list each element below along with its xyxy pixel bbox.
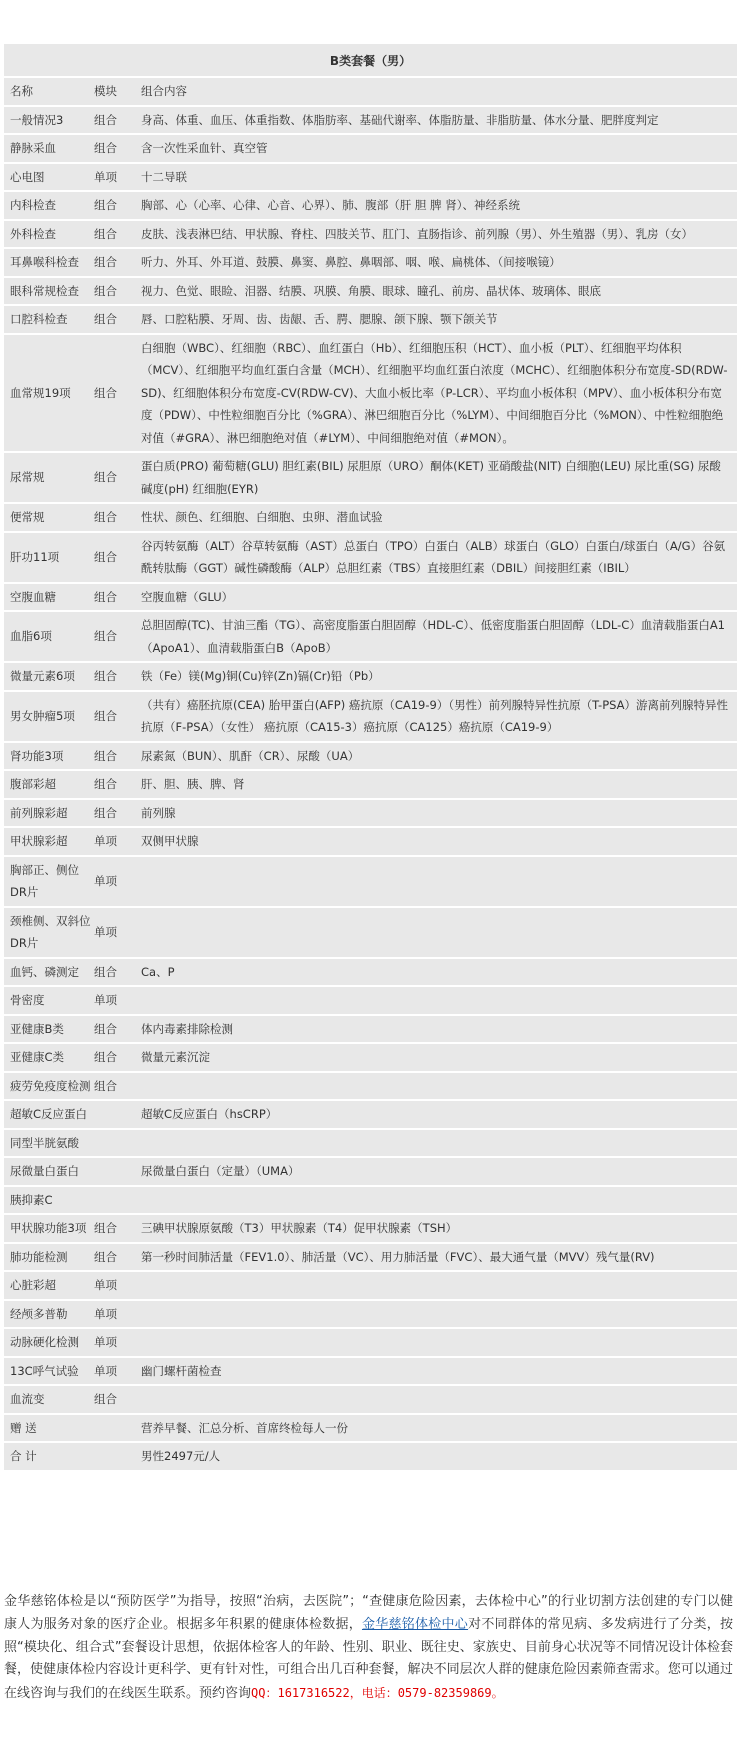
cell-content: 皮肤、浅表淋巴结、甲状腺、脊柱、四肢关节、肛门、直肠指诊、前列腺（男）、外生殖器（男）、乳房（女） (139, 219, 737, 248)
table-row (4, 219, 737, 248)
cell-name: 血钙、磷测定 (4, 957, 92, 986)
cell-type: 组合 (92, 451, 139, 502)
cell-name: 同型半胱氨酸 (4, 1128, 92, 1157)
cell-type: 单项 (92, 162, 139, 191)
cell-name: 甲状腺功能3项 (4, 1213, 92, 1242)
cell-content: 胸部、心（心率、心律、心音、心界）、肺、腹部（肝 胆 脾 肾）、神经系统 (139, 190, 737, 219)
cell-content: 听力、外耳、外耳道、鼓膜、鼻窦、鼻腔、鼻咽部、咽、喉、扁桃体、（间接喉镜） (139, 247, 737, 276)
cell-name: 亚健康C类 (4, 1042, 92, 1071)
cell-type: 组合 (92, 247, 139, 276)
cell-name: 肺功能检测 (4, 1242, 92, 1271)
cell-content: 三碘甲状腺原氨酸（T3）甲状腺素（T4）促甲状腺素（TSH） (139, 1213, 737, 1242)
table-row (4, 1014, 737, 1043)
cell-name: 便常规 (4, 502, 92, 531)
cell-type: 组合 (92, 1384, 139, 1413)
cell-content: 双侧甲状腺 (139, 826, 737, 855)
cell-content (139, 1185, 737, 1214)
table-row (4, 333, 737, 452)
cell-content (139, 1270, 737, 1299)
cell-type (92, 1185, 139, 1214)
cell-type: 单项 (92, 906, 139, 957)
package-table-container (4, 44, 737, 1470)
cell-type: 组合 (92, 610, 139, 661)
cell-name: 肾功能3项 (4, 741, 92, 770)
cell-content (139, 1071, 737, 1100)
cell-name: 动脉硬化检测 (4, 1327, 92, 1356)
cell-name: 亚健康B类 (4, 1014, 92, 1043)
cell-content: 蛋白质(PRO) 葡萄糖(GLU) 胆红素(BIL) 尿胆原（URO）酮体(KET) 亚硝酸盐(NIT) 白细胞(LEU) 尿比重(SG) 尿酸碱度(pH) 红细胞(EYR) (139, 451, 737, 502)
cell-type: 单项 (92, 1327, 139, 1356)
cell-name: 眼科常规检查 (4, 276, 92, 305)
cell-name: 疲劳免疫度检测 (4, 1071, 92, 1100)
cell-name: 前列腺彩超 (4, 798, 92, 827)
cell-content: 铁（Fe）镁(Mg)铜(Cu)锌(Zn)镉(Cr)铅（Pb） (139, 661, 737, 690)
cell-name: 腹部彩超 (4, 769, 92, 798)
table-row (4, 985, 737, 1014)
cell-type: 组合 (92, 502, 139, 531)
table-row (4, 1356, 737, 1385)
cell-content: 白细胞（WBC）、红细胞（RBC）、血红蛋白（Hb）、红细胞压积（HCT）、血小板（PLT）、红细胞平均体积（MCV）、红细胞平均血红蛋白含量（MCH）、红细胞平均血红蛋白浓度（MCHC）、红细胞体积分布宽度-SD(RDW-SD)、红细胞体积分布宽度-CV(RDW-CV)、大血小板比率（P-LCR）、平均血小板体积（MPV）、血小板体积分布宽度（PDW）、中性粒细胞百分比（%GRA）、淋巴细胞百分比（%LYM）、中间细胞百分比（%MON）、中性粒细胞绝对值（#GRA）、淋巴细胞绝对值（#LYM）、中间细胞绝对值（#MON）。 (139, 333, 737, 452)
cell-name: 血脂6项 (4, 610, 92, 661)
table-row (4, 1071, 737, 1100)
cell-type: 组合 (92, 304, 139, 333)
cell-type: 单项 (92, 1270, 139, 1299)
table-row (4, 105, 737, 134)
cell-type (92, 1156, 139, 1185)
cell-content: 身高、体重、血压、体重指数、体脂肪率、基础代谢率、体脂肪量、非脂肪量、体水分量、肥胖度判定 (139, 105, 737, 134)
cell-name: 赠 送 (4, 1413, 92, 1442)
cell-name: 胸部正、侧位DR片 (4, 855, 92, 906)
package-table (4, 44, 737, 1470)
cell-name: 超敏C反应蛋白 (4, 1099, 92, 1128)
table-row (4, 1441, 737, 1470)
cell-type (92, 1441, 139, 1470)
cell-content: 性状、颜色、红细胞、白细胞、虫卵、潜血试验 (139, 502, 737, 531)
cell-name: 空腹血糖 (4, 582, 92, 611)
company-description (4, 1591, 733, 1706)
table-row (4, 1413, 737, 1442)
cell-content: 体内毒素排除检测 (139, 1014, 737, 1043)
table-row (4, 661, 737, 690)
cell-name: 心脏彩超 (4, 1270, 92, 1299)
cell-type: 单项 (92, 826, 139, 855)
cell-type: 组合 (92, 219, 139, 248)
description-text: 金华慈铭体检是以“预防医学”为指导，按照“治病，去医院”；“查健康危险因素，去体检中心”的行业切割方法创建的专门以健康人为服务对象的医疗企业。根据多年积累的健康体检数据， (4, 1594, 733, 1632)
table-row (4, 906, 737, 957)
cell-type: 组合 (92, 741, 139, 770)
cell-content: 唇、口腔粘膜、牙周、齿、齿龈、舌、腭、腮腺、颌下腺、颚下颌关节 (139, 304, 737, 333)
table-row (4, 798, 737, 827)
cell-type: 组合 (92, 690, 139, 741)
cell-type: 单项 (92, 855, 139, 906)
cell-content: 谷丙转氨酶（ALT）谷草转氨酶（AST）总蛋白（TPO）白蛋白（ALB）球蛋白（GLO）白蛋白/球蛋白（A/G）谷氨酰转肽酶（GGT）碱性磷酸酶（ALP）总胆红素（TBS）直接胆红素（DBIL）间接胆红素（IBIL） (139, 531, 737, 582)
cell-content: 营养早餐、汇总分析、首席终检每人一份 (139, 1413, 737, 1442)
table-row (4, 582, 737, 611)
cell-name: 口腔科检查 (4, 304, 92, 333)
cell-type: 单项 (92, 1299, 139, 1328)
cell-type: 组合 (92, 769, 139, 798)
cell-type: 组合 (92, 582, 139, 611)
cell-content: 总胆固醇(TC)、甘油三酯（TG）、高密度脂蛋白胆固醇（HDL-C）、低密度脂蛋白胆固醇（LDL-C）血清载脂蛋白A1（ApoA1）、血清载脂蛋白B（ApoB） (139, 610, 737, 661)
cell-type: 组合 (92, 531, 139, 582)
table-row (4, 451, 737, 502)
cell-name: 血流变 (4, 1384, 92, 1413)
cell-content: 含一次性采血针、真空管 (139, 133, 737, 162)
table-row (4, 1384, 737, 1413)
cell-type: 组合 (92, 1213, 139, 1242)
table-row (4, 1242, 737, 1271)
table-row (4, 610, 737, 661)
cell-type: 组合 (92, 190, 139, 219)
cell-type: 组合 (92, 1071, 139, 1100)
description-text-continued: 对不同群体的常见病、多发病进行了分类，按照“模块化、组合式”套餐设计思想，依据体检客人的年龄、性别、职业、既往史、家族史、目前身心状况等不同情况设计体检套餐，使健康体检内容设计更科学、更有针对性，可组合出几百种套餐，解决不同层次人群的健康危险因素筛查需求。您可以通过在线咨询与我们的在线医生联系。预约咨询 (4, 1616, 733, 1702)
table-row (4, 531, 737, 582)
cell-content: 尿素氮（BUN）、肌酐（CR）、尿酸（UA） (139, 741, 737, 770)
cell-content (139, 855, 737, 906)
cell-type: 组合 (92, 798, 139, 827)
table-row (4, 276, 737, 305)
cell-name: 尿常规 (4, 451, 92, 502)
cell-type: 组合 (92, 1014, 139, 1043)
cell-name: 颈椎侧、双斜位DR片 (4, 906, 92, 957)
table-title: B类套餐（男） (4, 44, 737, 78)
cell-name: 血常规19项 (4, 333, 92, 452)
table-row (4, 133, 737, 162)
cell-content (139, 1327, 737, 1356)
cell-name: 尿微量白蛋白 (4, 1156, 92, 1185)
cell-type: 组合 (92, 105, 139, 134)
cell-name: 胰抑素C (4, 1185, 92, 1214)
table-row (4, 741, 737, 770)
cell-name: 内科检查 (4, 190, 92, 219)
cell-content: 组合内容 (141, 84, 187, 98)
cell-content: 十二导联 (139, 162, 737, 191)
cell-name: 微量元素6项 (4, 661, 92, 690)
table-row (4, 1299, 737, 1328)
cell-name: 心电图 (4, 162, 92, 191)
cell-type: 组合 (92, 957, 139, 986)
cell-content (139, 1299, 737, 1328)
table-row (4, 1042, 737, 1071)
cell-type: 组合 (92, 1042, 139, 1071)
cell-name: 肝功11项 (4, 531, 92, 582)
table-row (4, 1156, 737, 1185)
cell-name: 经颅多普勒 (4, 1299, 92, 1328)
table-row (4, 162, 737, 191)
table-header-row (4, 78, 737, 105)
cell-content: 肝、胆、胰、脾、肾 (139, 769, 737, 798)
cell-content: 空腹血糖（GLU） (139, 582, 737, 611)
cell-type: 组合 (92, 133, 139, 162)
cell-name: 合 计 (4, 1441, 92, 1470)
cell-name: 男女肿瘤5项 (4, 690, 92, 741)
table-row (4, 190, 737, 219)
contact-info: QQ：1617316522，电话：0579-82359869。 (251, 1686, 504, 1701)
cell-content: 前列腺 (139, 798, 737, 827)
cell-type: 模块 (94, 84, 117, 98)
table-row (4, 247, 737, 276)
table-row (4, 304, 737, 333)
cell-name: 骨密度 (4, 985, 92, 1014)
cell-content: 微量元素沉淀 (139, 1042, 737, 1071)
table-row (4, 1213, 737, 1242)
cell-type: 单项 (92, 985, 139, 1014)
cell-content: 第一秒时间肺活量（FEV1.0）、肺活量（VC）、用力肺活量（FVC）、最大通气量（MVV）残气量(RV) (139, 1242, 737, 1271)
table-row (4, 855, 737, 906)
cell-content: 尿微量白蛋白（定量）（UMA） (139, 1156, 737, 1185)
table-row (4, 957, 737, 986)
table-row (4, 769, 737, 798)
cell-type (92, 1413, 139, 1442)
table-row (4, 1327, 737, 1356)
cell-name: 一般情况3 (4, 105, 92, 134)
cell-content: 视力、色觉、眼睑、泪器、结膜、巩膜、角膜、眼球、瞳孔、前房、晶状体、玻璃体、眼底 (139, 276, 737, 305)
cell-type: 组合 (92, 1242, 139, 1271)
cell-type: 组合 (92, 661, 139, 690)
table-row (4, 1099, 737, 1128)
cell-content: Ca、P (139, 957, 737, 986)
table-row (4, 1128, 737, 1157)
cell-content: 超敏C反应蛋白（hsCRP） (139, 1099, 737, 1128)
cell-type (92, 1099, 139, 1128)
table-row (4, 1185, 737, 1214)
table-row (4, 690, 737, 741)
cell-type (92, 1128, 139, 1157)
table-body (4, 78, 737, 1470)
cell-type: 组合 (92, 333, 139, 452)
cell-name: 名称 (10, 84, 33, 98)
cell-name: 静脉采血 (4, 133, 92, 162)
cell-content: 幽门螺杆菌检查 (139, 1356, 737, 1385)
cell-content (139, 1128, 737, 1157)
cell-type: 组合 (92, 276, 139, 305)
cell-content: （共有）癌胚抗原(CEA) 胎甲蛋白(AFP) 癌抗原（CA19-9）（男性）前列腺特异性抗原（T-PSA）游离前列腺特异性抗原（F-PSA）（女性） 癌抗原（CA15-3）癌抗原（CA125）癌抗原（CA19-9） (139, 690, 737, 741)
cell-content (139, 906, 737, 957)
table-row (4, 826, 737, 855)
cell-name: 13C呼气试验 (4, 1356, 92, 1385)
cell-type: 单项 (92, 1356, 139, 1385)
checkup-center-link[interactable]: 金华慈铭体检中心 (361, 1616, 469, 1632)
cell-content: 男性2497元/人 (139, 1441, 737, 1470)
table-row (4, 502, 737, 531)
cell-content (139, 985, 737, 1014)
cell-name: 外科检查 (4, 219, 92, 248)
cell-content (139, 1384, 737, 1413)
table-row (4, 1270, 737, 1299)
cell-name: 甲状腺彩超 (4, 826, 92, 855)
cell-name: 耳鼻喉科检查 (4, 247, 92, 276)
